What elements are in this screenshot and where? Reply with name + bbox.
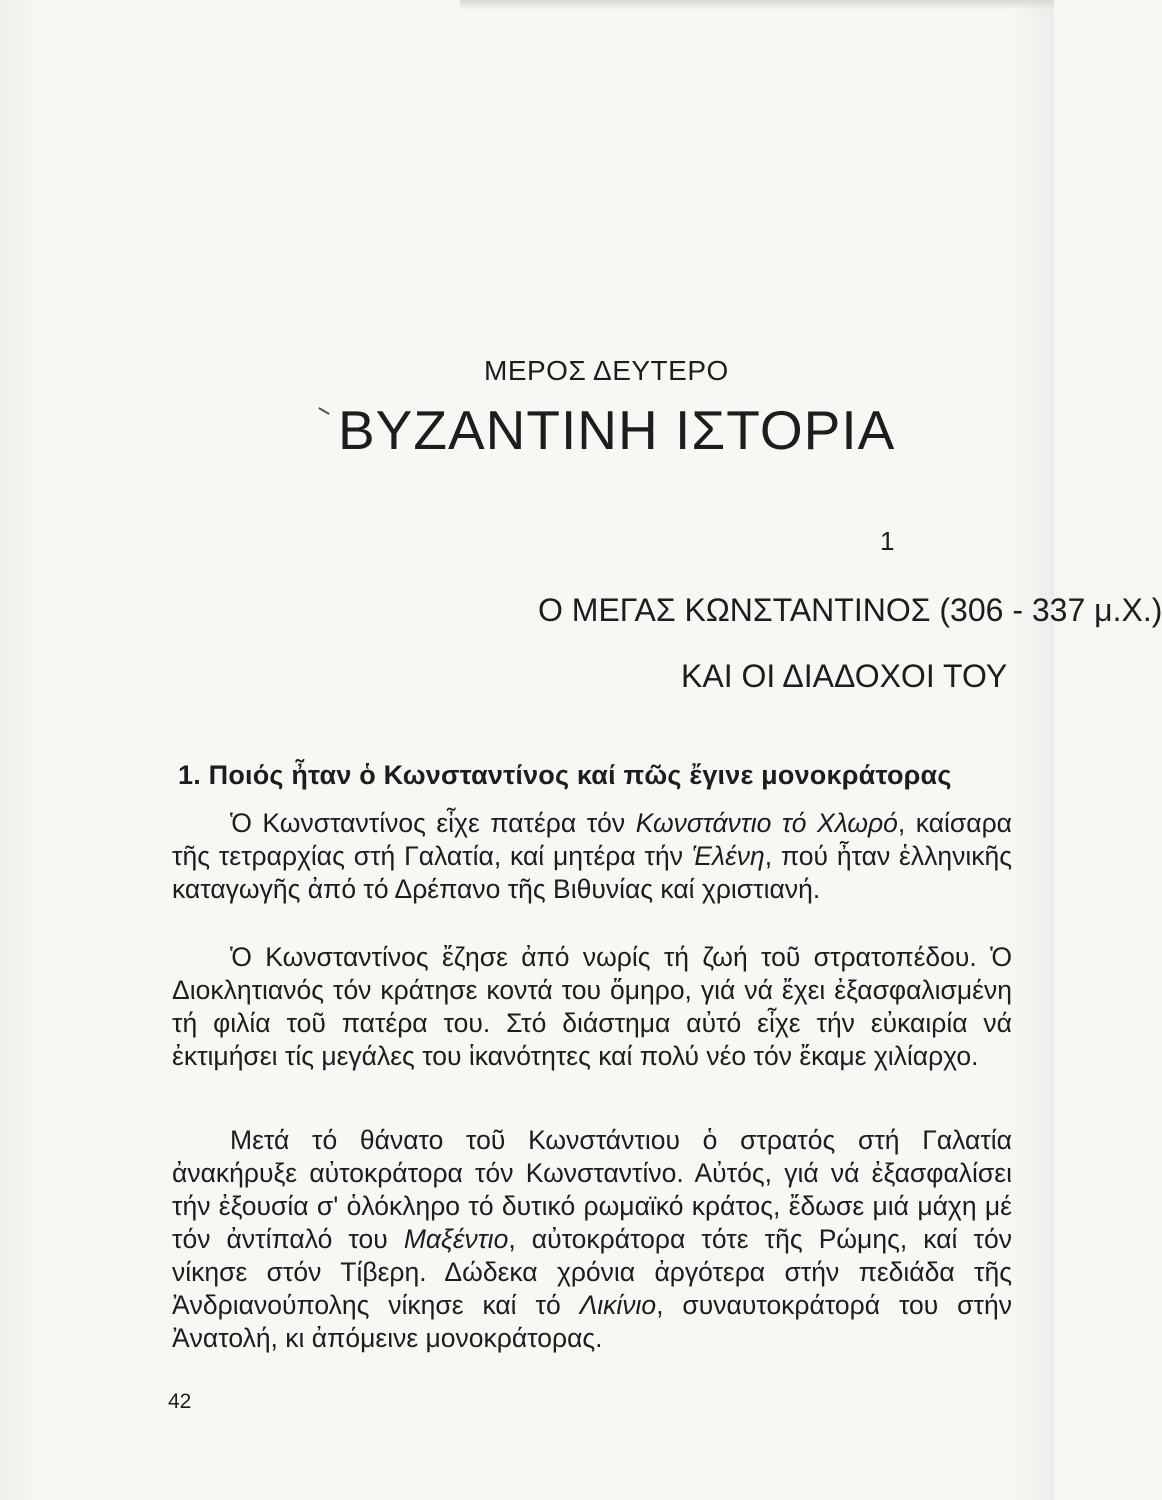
- part-label: ΜΕΡΟΣ ΔΕΥΤΕΡΟ: [484, 355, 729, 386]
- paragraph-1-text-c: , καίσαρα τῆς τετραρχίας στή Γαλατία, καί μητέρα τήν: [172, 808, 1013, 871]
- page-title: ΒΥΖΑΝΤΙΝΗ ΙΣΤΟΡΙΑ: [338, 399, 896, 461]
- paragraph-1-text-a: Ὁ Κωνσταντίνος εἶχε πατέρα τόν: [230, 808, 636, 838]
- paragraph-3-name-maxentius: Μαξέντιο: [403, 1224, 509, 1254]
- paragraph-3-text-c: , αὐτοκράτορα τότε τῆς Ρώμης, καί τόν νίκησε στόν Τίβερη. Δώδεκα χρόνια ἀργότερα στήν πεδιάδα τῆς Ἀνδριανούπολης νίκησε καί τό: [172, 1224, 1012, 1320]
- page-number: 42: [168, 1390, 192, 1413]
- page-top-shadow: [460, 0, 1054, 10]
- chapter-number: 1: [880, 526, 895, 556]
- stray-mark: [318, 407, 329, 415]
- section-heading: 1. Ποιός ἦταν ὁ Κωνσταντίνος καί πῶς ἔγινε μονοκράτορας: [178, 760, 952, 790]
- paragraph-1-text-e: , πού ἦταν ἑλληνικῆς καταγωγῆς ἀπό τό Δρέπανο τῆς Βιθυνίας καί χριστιανή.: [172, 841, 1012, 904]
- paragraph-1-name-helen: Ἑλένη: [691, 841, 765, 871]
- paragraph-3-name-licinius: Λικίνιο: [579, 1290, 657, 1320]
- chapter-title-line-1: Ο ΜΕΓΑΣ ΚΩΝΣΤΑΝΤΙΝΟΣ (306 - 337 μ.Χ.): [538, 592, 1162, 628]
- paragraph-3-text-e: , συναυτοκράτορά του στήν Ἀνατολή, κι ἀπόμεινε μονοκράτορας.: [172, 1290, 1012, 1353]
- paragraph-3-text-a: Μετά τό θάνατο τοῦ Κωνστάντιου ὁ στρατός στή Γαλατία ἀνακήρυξε αὐτοκράτορα τόν Κωνσταντίνο. Αὐτός, γιά νά ἐξασφαλίσει τήν ἐξουσία σ' ὁλόκληρο τό δυτικό ρωμαϊκό κράτος, ἔδωσε μιά μάχη μέ τόν ἀντίπαλό του: [172, 1125, 1012, 1254]
- paragraph-1-name-constantius: Κωνστάντιο τό Χλωρό: [635, 808, 898, 838]
- paragraph-2: Ὁ Κωνσταντίνος ἔζησε ἀπό νωρίς τή ζωή τοῦ στρατοπέδου. Ὁ Διοκλητιανός τόν κράτησε κοντά του ὅμηρο, γιά νά ἔχει ἐξασφαλισμένη τή φιλία τοῦ πατέρα του. Στό διάστημα αὐτό εἶχε τήν εὐκαιρία νά ἐκτιμήσει τίς μεγάλες του ἱκανότητες καί πολύ νέο τόν ἔκαμε χιλίαρχο.: [172, 942, 1012, 1071]
- paragraph-1: [172, 807, 1012, 906]
- chapter-title-line-2: ΚΑΙ ΟΙ ΔΙΑΔΟΧΟΙ ΤΟΥ: [681, 658, 1008, 694]
- paragraph-3: [172, 1124, 1012, 1355]
